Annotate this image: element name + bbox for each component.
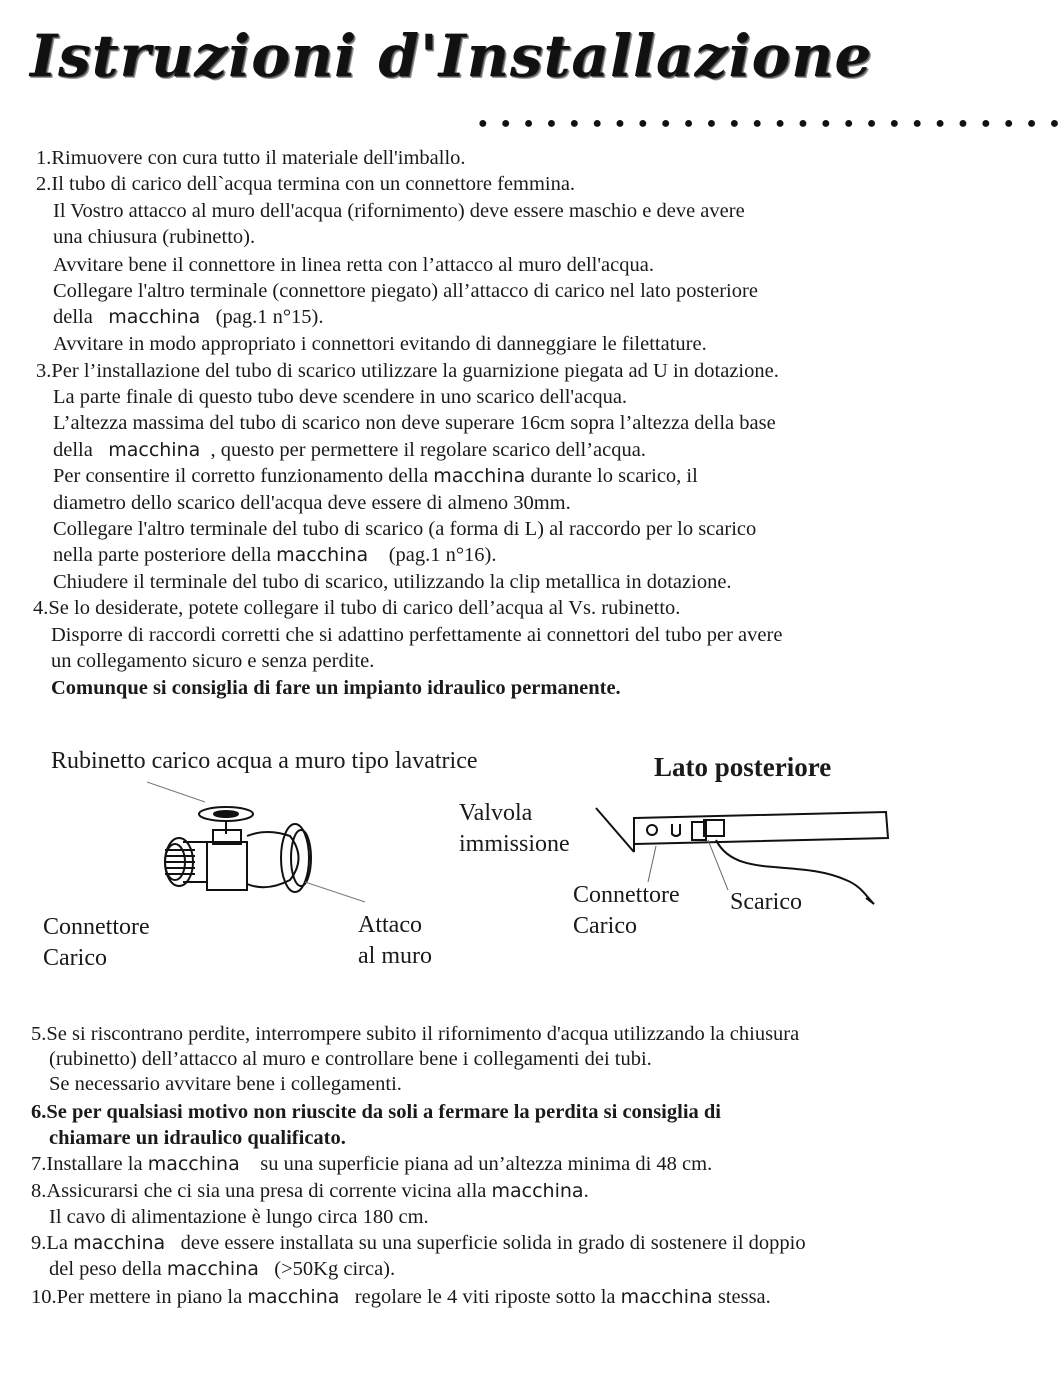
list-line: L’altezza massima del tubo di scarico non deve superare 16cm sopra l’altezza della base — [53, 412, 776, 434]
list-line: un collegamento sicuro e senza perdite. — [51, 650, 375, 672]
connector-load-label-right-2: Carico — [573, 913, 637, 939]
list-line-bold: chiamare un idraulico qualificato. — [49, 1127, 346, 1149]
list-line: Collegare l'altro terminale del tubo di scarico (a forma di L) al raccordo per lo scarico — [53, 518, 757, 540]
list-line: nella parte posteriore della macchina (pag.1 n°16). — [53, 544, 497, 566]
valve-label-1: Valvola — [459, 800, 533, 826]
list-line: della macchina , questo per permettere il regolare scarico dell’acqua. — [53, 439, 646, 461]
page-title: Istruzioni d'Installazione — [30, 22, 873, 90]
drain-label: Scarico — [730, 889, 802, 915]
list-line: La parte finale di questo tubo deve scendere in uno scarico dell'acqua. — [53, 386, 628, 408]
faucet-drawing — [155, 800, 355, 910]
list-line: 3.Per l’installazione del tubo di scarico utilizzare la guarnizione piegata ad U in dotazione. — [36, 360, 779, 382]
list-line: 1.Rimuovere con cura tutto il materiale dell'imballo. — [36, 147, 466, 169]
list-line: Il cavo di alimentazione è lungo circa 180 cm. — [49, 1206, 429, 1228]
list-line: Il Vostro attacco al muro dell'acqua (rifornimento) deve essere maschio e deve avere — [53, 200, 745, 222]
list-line: Avvitare in modo appropriato i connettori evitando di danneggiare le filettature. — [53, 333, 707, 355]
connector-load-label-left-1: Connettore — [43, 914, 150, 940]
list-line: Se necessario avvitare bene i collegamenti. — [49, 1073, 402, 1095]
list-line: diametro dello scarico dell'acqua deve essere di almeno 30mm. — [53, 492, 571, 514]
list-line: Per consentire il corretto funzionamento della macchina durante lo scarico, il — [53, 465, 698, 487]
list-line: Chiudere il terminale del tubo di scarico, utilizzando la clip metallica in dotazione. — [53, 571, 732, 593]
list-line: 7.Installare la macchina su una superficie piana ad un’altezza minima di 48 cm. — [31, 1153, 713, 1175]
list-line-bold: 6.Se per qualsiasi motivo non riuscite da soli a fermare la perdita si consiglia di — [31, 1101, 721, 1123]
list-line: Collegare l'altro terminale (connettore piegato) all’attacco di carico nel lato posteriore — [53, 280, 758, 302]
list-line: (rubinetto) dell’attacco al muro e controllare bene i collegamenti dei tubi. — [49, 1048, 652, 1070]
list-line: 8.Assicurarsi che ci sia una presa di corrente vicina alla macchina. — [31, 1180, 589, 1202]
wall-connection-label-1: Attaco — [358, 912, 422, 938]
list-line: Disporre di raccordi corretti che si adattino perfettamente ai connettori del tubo per avere — [51, 624, 783, 646]
list-line-bold: Comunque si consiglia di fare un impianto idraulico permanente. — [51, 677, 621, 699]
list-line: 4.Se lo desiderate, potete collegare il tubo di carico dell’acqua al Vs. rubinetto. — [33, 597, 681, 619]
list-line: 9.La macchina deve essere installata su una superficie solida in grado di sostenere il doppio — [31, 1232, 806, 1254]
list-line: Avvitare bene il connettore in linea retta con l’attacco al muro dell'acqua. — [53, 254, 654, 276]
rear-side-caption: Lato posteriore — [654, 752, 832, 782]
wall-connection-label-2: al muro — [358, 943, 432, 969]
list-line: del peso della macchina (>50Kg circa). — [49, 1258, 396, 1280]
connector-load-label-left-2: Carico — [43, 945, 107, 971]
list-line: una chiusura (rubinetto). — [53, 226, 256, 248]
list-line: 10.Per mettere in piano la macchina regolare le 4 viti riposte sotto la macchina stessa. — [31, 1286, 771, 1308]
list-line: 2.Il tubo di carico dell`acqua termina con un connettore femmina. — [36, 173, 576, 195]
faucet-caption: Rubinetto carico acqua a muro tipo lavatrice — [51, 748, 478, 774]
list-line: della macchina (pag.1 n°15). — [53, 306, 324, 328]
dotted-rule: ● ● ● ● ● ● ● ● ● ● ● ● ● ● ● ● ● ● ● ● ● ● ● ● ● ● — [478, 115, 1064, 132]
valve-label-2: immissione — [459, 831, 570, 857]
list-line: 5.Se si riscontrano perdite, interrompere subito il rifornimento d'acqua utilizzando la chiusura — [31, 1023, 800, 1045]
connector-load-label-right-1: Connettore — [573, 882, 680, 908]
